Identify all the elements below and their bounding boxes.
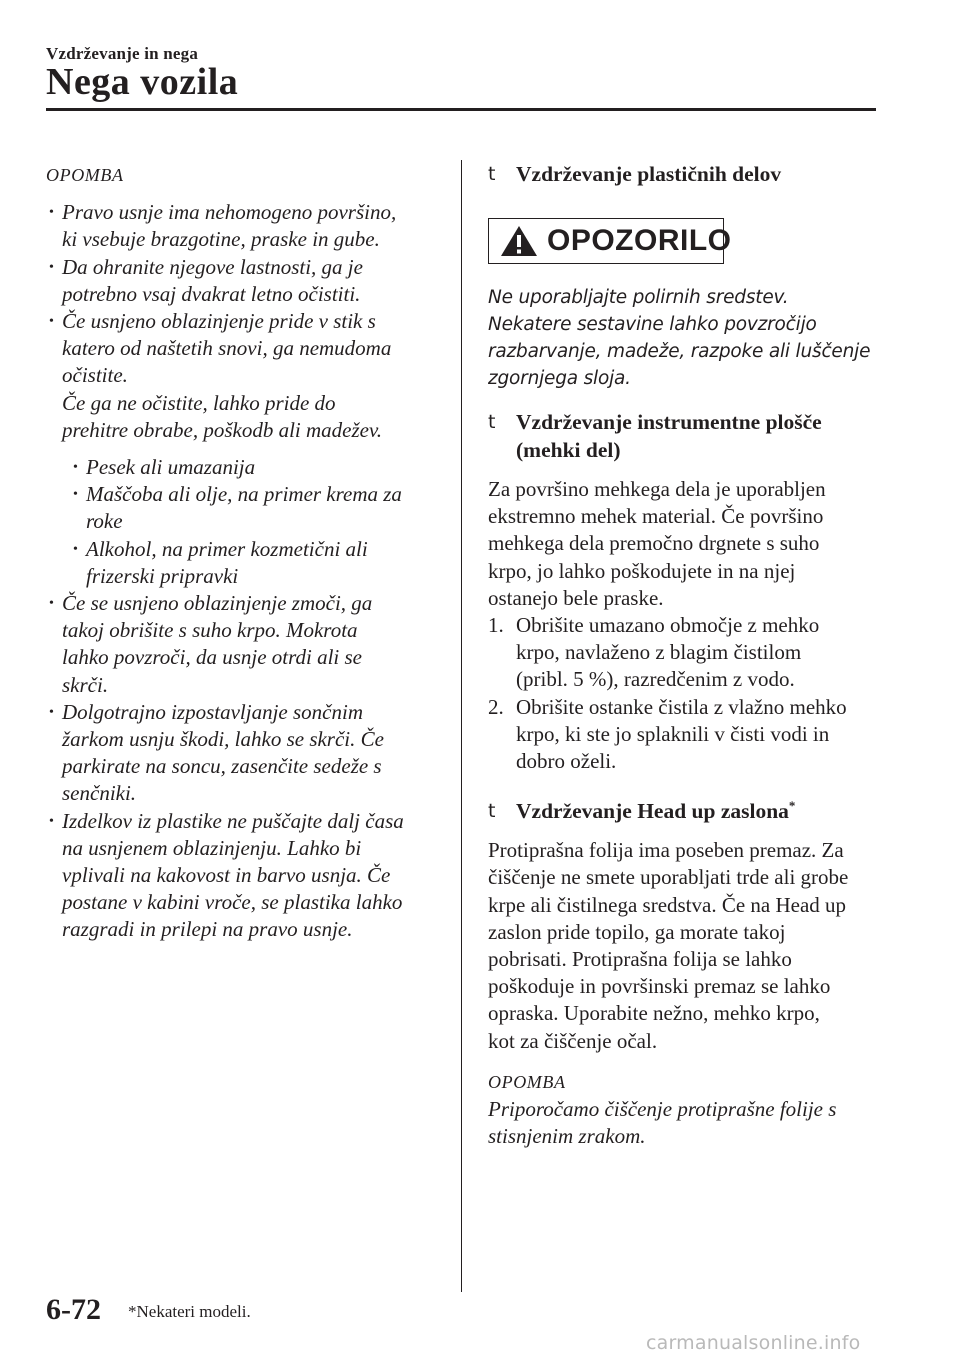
list-item: • Dolgotrajno izpostavljanje sončnim žarkom usnju škodi, lahko se skrči. Če parkirate na soncu, zasenčite sedeže s senčniki.: [46, 699, 438, 808]
note-heading: OPOMBA: [488, 1071, 566, 1092]
list-item: • Izdelkov iz plastike ne puščajte dalj časa na usnjenem oblazinjenju. Lahko bi vplivali na kakovost in barvo usnja. Če postane v kabini vroče, se plastika lahko razgradi in prilepi na pravo usnje.: [46, 808, 438, 944]
warning-text: Ne uporabljajte polirnih sredstev. Nekatere sestavine lahko povzročijo razbarvanje, madeže, razpoke ali luščenje zgornjega sloja.: [488, 287, 871, 389]
sub-list-item: • Maščoba ali olje, na primer krema za roke: [46, 481, 438, 535]
note-text: Priporočamo čiščenje protiprašne folije s stisnjenim zrakom.: [488, 1097, 837, 1149]
list-item: • Pravo usnje ima nehomogeno površino, ki vsebuje brazgotine, praske in gube.: [46, 199, 438, 253]
step-item: 2. Obrišite ostanke čistila z vlažno mehko krpo, ki ste jo splaknili v čisti vodi in dobro oželi.: [488, 694, 847, 774]
sub-list-item: • Pesek ali umazanija: [46, 454, 438, 481]
left-column: [46, 162, 438, 944]
warning-box: [488, 218, 732, 264]
page-number: 6-72: [46, 1293, 101, 1326]
watermark: carmanualsonline.info: [646, 1332, 861, 1354]
footnote: *Nekateri modeli.: [128, 1302, 251, 1321]
hud-heading: t Vzdrževanje Head up zaslona*: [488, 798, 796, 824]
sub-list-item: • Alkohol, na primer kozmetični ali frizerski pripravki: [46, 536, 438, 590]
chapter-title: Nega vozila: [46, 61, 239, 103]
dashboard-heading: t Vzdrževanje instrumentne plošče (mehki del): [488, 410, 822, 462]
list-item: • Da ohranite njegove lastnosti, ga je potrebno vsaj dvakrat letno očistiti.: [46, 254, 438, 308]
list-item: • Če se usnjeno oblazinjenje zmoči, ga takoj obrišite s suho krpo. Mokrota lahko povzroči, da usnje otrdi ali se skrči.: [46, 590, 438, 699]
section-marker: t: [488, 800, 496, 823]
warning-label: OPOZORILO: [547, 224, 732, 258]
hud-body: Protiprašna folija ima poseben premaz. Za čiščenje ne smete uporabljati trde ali grobe krpe ali čistilnega sredstva. Če na Head up zaslon pride topilo, ga morate takoj pobrisati. Protiprašna folija se lahko poškoduje in površinski premaz se lahko opraska. Uporabite nežno, mehko krpo, kot za čiščenje očal.: [488, 838, 849, 1053]
dashboard-body: Za površino mehkega dela je uporabljen ekstremno mehek material. Če površino mehkega dela premočno drgnete s suho krpo, jo lahko poškodujete in na njej ostanejo bele praske.: [488, 477, 826, 610]
sub-list: [46, 454, 438, 590]
section-marker: t: [488, 411, 496, 433]
list-item: • Če usnjeno oblazinjenje pride v stik s katero od naštetih snovi, ga nemudoma očistite. Če ga ne očistite, lahko pride do prehitre obrabe, poškodb ali madežev.: [46, 308, 438, 444]
section-marker: t: [488, 163, 496, 185]
plastic-heading: t Vzdrževanje plastičnih delov: [488, 162, 782, 186]
header-rule: [46, 108, 876, 111]
warning-icon: [499, 224, 539, 258]
right-column: [488, 160, 888, 1150]
column-divider: [461, 160, 462, 1292]
note-heading: OPOMBA: [46, 165, 124, 185]
section-label: Vzdrževanje in nega: [46, 44, 199, 63]
footnote-star: *: [788, 798, 796, 814]
step-item: 1. Obrišite umazano območje z mehko krpo, navlaženo z blagim čistilom (pribl. 5 %), razredčenim z vodo.: [488, 613, 820, 692]
